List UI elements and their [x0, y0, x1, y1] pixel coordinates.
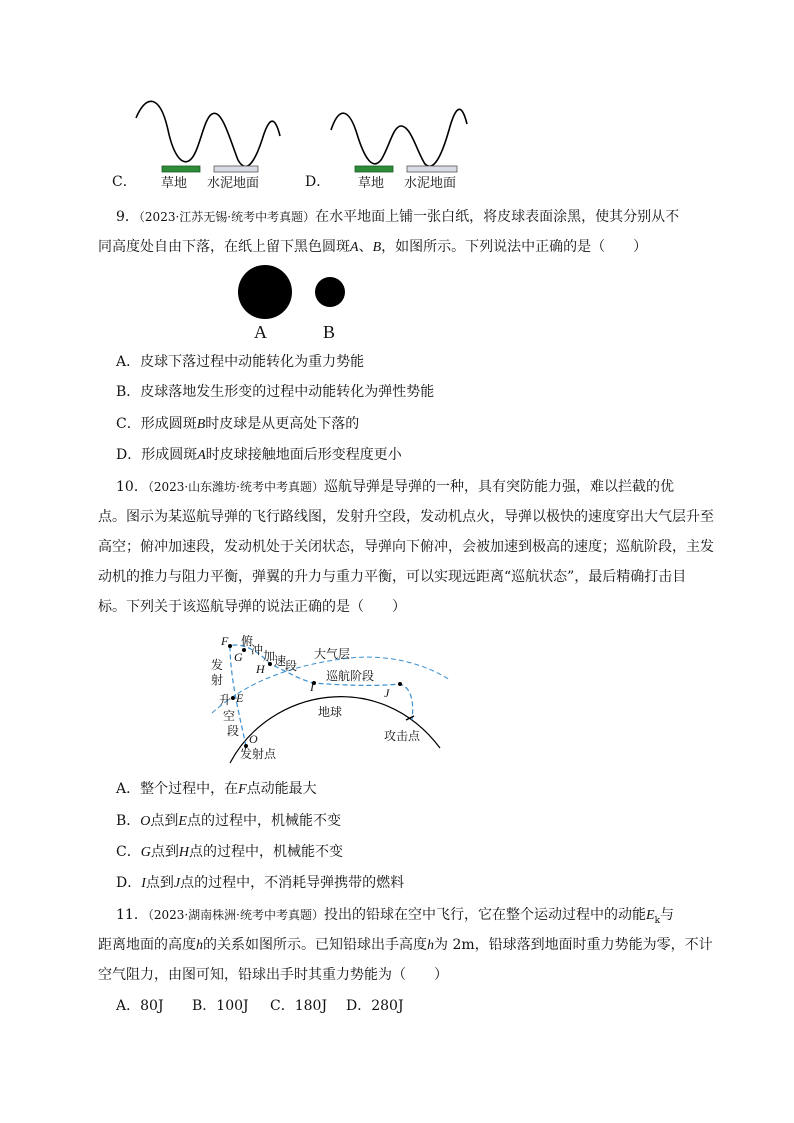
option-c-label: C．: [112, 174, 137, 190]
q11-option-d[interactable]: D．280J: [346, 998, 404, 1014]
spot-a: [238, 265, 292, 319]
q10-option-c[interactable]: C．G点到H点的过程中，机械能不变: [116, 844, 343, 860]
point-f: F: [221, 634, 229, 648]
q10-stem-line1: 10．（2023·山东潍坊·统考中考真题）巡航导弹是导弹的一种，具有突防能力强，难以拦截的优: [116, 479, 674, 495]
q9-option-b[interactable]: B．皮球落地发生形变的过程中动能转化为弹性势能: [116, 384, 435, 400]
q9-stem-line1: 9．（2023·江苏无锡·统考中考真题）在水平地面上铺一张白纸，将皮球表面涂黑，使其分别从不: [116, 209, 680, 225]
label-jia: 加: [263, 649, 276, 663]
q10-option-d[interactable]: D．I点到J点的过程中，不消耗导弹携带的燃料: [116, 875, 405, 891]
q9-option-a[interactable]: A．皮球下落过程中动能转化为重力势能: [116, 354, 365, 370]
spot-a-label: A: [254, 322, 267, 342]
point-h: H: [256, 662, 265, 676]
spot-b: [315, 277, 345, 307]
point-e: E: [236, 691, 244, 705]
q10-stem-line5: 标。下列关于该巡航导弹的说法正确的是（ ）: [98, 599, 406, 615]
label-su: 速: [274, 654, 287, 668]
q10-option-b[interactable]: B．O点到E点的过程中，机械能不变: [116, 813, 341, 829]
point-o: O: [249, 732, 258, 746]
q11-option-a[interactable]: A．80J: [116, 998, 164, 1014]
q9-option-c[interactable]: C．形成圆斑B时皮球是从更高处下落的: [116, 416, 360, 432]
label-she: 射: [211, 673, 224, 687]
q11-stem-line1: 11．（2023·湖南株洲·统考中考真题）投出的铅球在空中飞行，它在整个运动过程中的动能$E_k$与: [116, 907, 675, 926]
point-g: G: [234, 650, 243, 664]
option-d-label: D．: [305, 174, 331, 190]
figure-q9-spots: [230, 262, 360, 347]
label-chong: 冲: [251, 643, 264, 657]
label-duan2: 段: [227, 724, 240, 738]
label-fu: 俯: [241, 634, 254, 648]
figure-d-cement-label: 水泥地面: [404, 176, 457, 191]
q10-stem-line4: 动机的推力与阻力平衡，弹翼的升力与重力平衡，可以实现远距离“巡航状态”，最后精确打击目: [98, 569, 687, 585]
q10-stem-line2: 点。图示为某巡航导弹的飞行路线图，发射升空段，发动机点火，导弹以极快的速度穿出大气层升至: [98, 509, 714, 525]
label-duan: 段: [285, 659, 298, 673]
figure-d-grass-label: 草地: [358, 176, 385, 191]
label-attack: 攻击点: [384, 729, 421, 743]
q11-stem-line3: 空气阻力，由图可知，铅球出手时其重力势能为（ ）: [98, 967, 448, 983]
q11-option-b[interactable]: B．100J: [192, 998, 249, 1014]
label-launch: 发射点: [240, 747, 277, 761]
q10-option-a[interactable]: A．整个过程中，在F点动能最大: [116, 781, 317, 797]
figure-c-grass-label: 草地: [161, 176, 188, 191]
q10-stem-line3: 高空；俯冲加速段，发动机处于关闭状态，导弹向下俯冲，会被加速到极高的速度；巡航阶段，主发: [98, 539, 714, 555]
label-kong: 空: [223, 709, 236, 723]
label-atmosphere: 大气层: [314, 647, 351, 661]
spot-b-label: B: [323, 322, 336, 342]
figure-c-cement-label: 水泥地面: [207, 176, 260, 191]
q9-option-d[interactable]: D．形成圆斑A时皮球接触地面后形变程度更小: [116, 447, 402, 463]
label-earth: 地球: [318, 705, 343, 719]
q11-stem-line2: 距离地面的高度h的关系如图所示。已知铅球出手高度h为 2m，铅球落到地面时重力势能为零，不计: [98, 937, 713, 953]
point-j: J: [384, 686, 390, 700]
label-sheng: 升: [219, 693, 232, 707]
label-cruise: 巡航阶段: [326, 669, 375, 683]
point-i: I: [310, 680, 314, 694]
label-fa: 发: [211, 658, 224, 672]
q11-option-c[interactable]: C．180J: [270, 998, 328, 1014]
q9-stem-line2: 同高度处自由下落，在纸上留下黑色圆斑A、B，如图所示。下列说法中正确的是（ ）: [98, 239, 648, 255]
